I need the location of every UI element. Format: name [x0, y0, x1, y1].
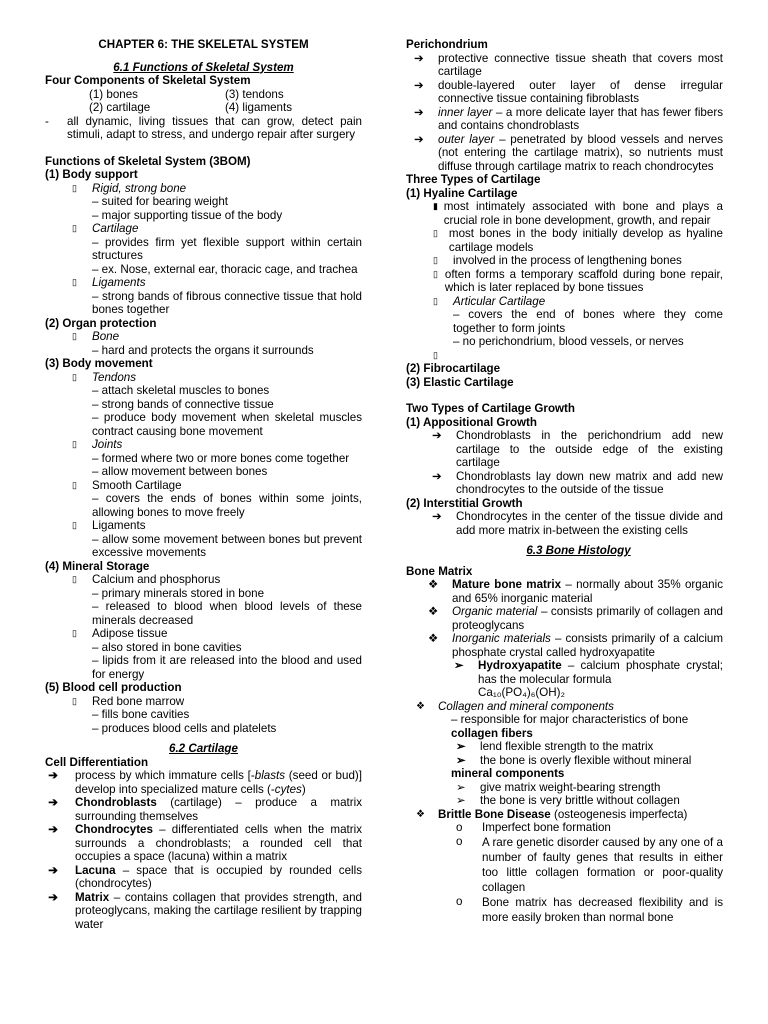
bullet-icon: ▯ [72, 223, 77, 233]
list-item: ➔ Chondrocytes – differentiated cells when the matrix surrounds a chondroblasts; a rounded cell that occupies a space (lacuna) within a matrix [45, 823, 362, 863]
circle-bullet-icon: o [456, 834, 463, 848]
elastic-cartilage: (3) Elastic Cartilage [406, 375, 514, 389]
function-organ-protection: (2) Organ protection [45, 316, 157, 330]
component-item: (2) cartilage [89, 101, 151, 114]
four-components-title: Four Components of Skeletal System [45, 74, 251, 87]
bullet-icon: ▯ [433, 349, 438, 360]
appositional-list [406, 429, 723, 497]
bullet-icon: ▯ [72, 520, 77, 530]
left-column [45, 38, 362, 931]
arrow-icon: ➔ [432, 510, 442, 523]
components-list [45, 88, 362, 115]
list-item: ➔ protective connective tissue sheath that covers most cartilage [414, 51, 723, 78]
component-item: (4) ligaments [225, 101, 293, 114]
body-support-items: ▯ Rigid, strong bone – suited for bearing weight – major supporting tissue of the body ▯ Cartilage – provides firm yet flexible support within certain structures – ex. Nose, external ear, thoracic cage, and trachea ▯ Ligaments – strong bands of fibrous connective tissue that hold bones together [72, 181, 362, 316]
bone-matrix-title: Bone Matrix [406, 564, 473, 578]
diamond-bullet-icon: ❖ [428, 632, 439, 645]
function-mineral-storage: (4) Mineral Storage [45, 559, 150, 573]
body-movement-items: ▯ Tendons – attach skeletal muscles to bones – strong bands of connective tissue – produce body movement when skeletal muscles contract causing bone movement ▯ Joints – formed where two or more bones come together – allow movement between bones ▯ Smooth Cartilage – covers the ends of bones within some joints, allowing bones to move freely ▯ Ligaments – allow some movement between bones but prevent excessive movements [72, 370, 362, 559]
list-item: ❖ Brittle Bone Disease (osteogenesis imperfecta) [416, 807, 688, 821]
star-bullet-icon: ❖ [416, 808, 425, 820]
hyaline-list: ▮ most intimately associated with bone and plays a crucial role in bone development, growth, and repair ▯ most bones in the body initially develop as hyaline cartilage models ▯ involved in the process of lengthening bones ▯ often forms a temporary scaffold during bone repair, which is later replaced by bone tissues ▯ Articular Cartilage – covers the end of bones where they come together to form joints – no perichondrium, blood vessels, or nerves ▯ [406, 200, 723, 362]
growth-title: Two Types of Cartilage Growth [406, 402, 575, 415]
arrowhead-icon: ➢ [456, 740, 466, 753]
bullet-icon: ▯ [72, 277, 77, 287]
list-item: ➔ Lacuna – space that is occupied by rounded cells (chondrocytes) [45, 863, 362, 890]
bullet-icon: ▯ [433, 228, 438, 238]
component-item: (1) bones [89, 87, 138, 101]
appositional-growth: (1) Appositional Growth [406, 415, 537, 429]
arrow-icon: ➔ [45, 823, 58, 836]
list-item: ➔ Chondroblasts lay down new matrix and add new chondrocytes to the outside of the tissue [432, 469, 723, 496]
list-item: ➢ Hydroxyapatite – calcium phosphate crystal; has the molecular formula Ca₁₀(PO₄)₆(OH)₂ [454, 659, 723, 699]
mineral-list: ➢ give matrix weight-bearing strength ➢ the bone is very brittle without collagen [456, 780, 680, 807]
cell-differentiation-title: Cell Differentiation [45, 755, 149, 769]
section-6-2-title: 6.2 Cartilage [169, 742, 238, 755]
bone-matrix-list [406, 578, 723, 700]
arrow-icon: ➔ [45, 796, 58, 809]
bullet-icon: ▯ [433, 255, 438, 265]
arrow-icon: ➔ [45, 890, 58, 904]
functions-title: Functions of Skeletal System (3BOM) [45, 154, 251, 168]
perichondrium-title: Perichondrium [406, 38, 488, 51]
interstitial-list [406, 510, 723, 537]
bullet-icon: ▯ [72, 331, 77, 341]
bullet-icon: ▯ [72, 628, 77, 638]
list-item: ❖ Collagen and mineral components [416, 699, 614, 713]
three-types-title: Three Types of Cartilage [406, 173, 541, 186]
arrow-icon: ➔ [432, 469, 442, 483]
diamond-bullet-icon: ❖ [428, 578, 439, 591]
list-item: ➔ Chondroblasts (cartilage) – produce a matrix surrounding themselves [45, 796, 362, 823]
arrow-icon: ➔ [432, 429, 442, 442]
list-item: ❖ Mature bone matrix – normally about 35% organic and 65% inorganic material [428, 578, 723, 605]
arrow-icon: ➔ [414, 105, 424, 119]
list-item: ➔ Chondrocytes in the center of the tissue divide and add more matrix in-between the existing cells [432, 510, 723, 537]
function-body-support: (1) Body support [45, 168, 138, 181]
arrow-icon: ➔ [414, 51, 424, 65]
mineral-storage-items: ▯ Calcium and phosphorus – primary minerals stored in bone – released to blood when blood levels of these minerals decreased ▯ Adipose tissue – also stored in bone cavities – lipids from it are released into the blood and used for energy [72, 573, 362, 681]
diamond-bullet-icon: ❖ [428, 605, 439, 618]
bullet-icon: ▯ [72, 182, 77, 193]
bullet-icon: ▯ [433, 295, 438, 306]
function-body-movement: (3) Body movement [45, 357, 153, 370]
brittle-bone-list: o Imperfect bone formation o A rare genetic disorder caused by any one of a number of faulty genes that results in either too little collagen formation or poor-quality collagen o Bone matrix has decreased flexibility and is more easily broken than normal bone [456, 821, 723, 924]
bullet-icon: ▯ [72, 695, 77, 706]
list-item: ➔ Chondroblasts in the perichondrium add new cartilage to the outside edge of the existing cartilage [432, 429, 723, 469]
list-item: ❖ Inorganic materials – consists primarily of a calcium phosphate crystal called hydroxyapatite [428, 632, 724, 659]
section-6-1-title: 6.1 Functions of Skeletal System [113, 60, 294, 74]
arrow-icon: ➔ [414, 132, 424, 146]
function-blood-cell-production: (5) Blood cell production [45, 681, 182, 694]
arrow-icon: ➔ [45, 863, 58, 877]
arrowhead-outline-icon: ➢ [456, 794, 466, 807]
arrowhead-icon: ➢ [456, 753, 466, 767]
bullet-icon: ▮ [433, 201, 438, 211]
dash-bullet: - [45, 114, 49, 128]
arrowhead-outline-icon: ➢ [456, 780, 466, 794]
arrow-icon: ➔ [45, 769, 58, 782]
perichondrium-list [406, 52, 723, 174]
collagen-list: ➢ lend flexible strength to the matrix ➢ the bone is overly flexible without mineral [456, 740, 692, 767]
section-6-3-title: 6.3 Bone Histology [526, 544, 631, 557]
component-item: (3) tendons [225, 87, 284, 101]
bullet-icon: ▯ [72, 371, 77, 382]
list-item: ➔ outer layer – penetrated by blood vessels and nerves (not entering the cartilage matrix), so nutrients must diffuse through cartilage matrix to reach chondrocytes [414, 132, 723, 173]
right-column: Perichondrium ➔ protective connective tissue sheath that covers most cartilage ➔ double-layered outer layer of dense irregular connective tissue containing fibroblasts ➔ inner layer – a more delicate layer that has fewer fibers and contains chondroblasts ➔ outer layer – penetrated by blood vessels and nerves (not entering the cartilage matrix), so nutrients must diffuse through cartilage matrix to reach chondrocytes Three Types of Cartilage (1) Hyaline Cartilage ▮ most intimately associated with bone and plays a crucial role in bone development, growth, and repair ▯ most bones in the body initially develop as hyaline cartilage models ▯ involved in the process of lengthening bones ▯ often forms a temporary scaffold during bone repair, which is later replaced by bone tissues ▯ Articular Cartilage – covers the end of bones where they come together to form joints – no perichondrium, blood vessels, or nerves ▯ (2) Fibrocartilage (3) Elastic Cartilage Two Types of Cartilage Growth (1) Appositional Growth ➔ Chondroblasts in the perichondrium add new cartilage to the outside edge of the existing cartilage ➔ Chondroblasts lay down new matrix and add new chondrocytes to the outside of the tissue (2) Interstitial Growth ➔ Chondrocytes in the center of the tissue divide and add more matrix in-between the existing cells 6.3 Bone Histology Bone Matrix ❖ Mature bone matrix – normally about 35% organic and 65% inorganic material ❖ Organic material – consists primarily of collagen and proteoglycans ❖ Inorganic materials – consists primarily of a calcium phosphate crystal called hydroxyapatite ➢ Hydroxyapatite – calcium phosphate crystal; has the molecular formula Ca₁₀(PO₄)₆(OH)₂ ❖ Collagen and mineral components – responsible for major characteristics of bone collagen fibers ➢ lend flexible strength to the matrix ➢ the bone is overly flexible without mineral mineral components ➢ give matrix weight-bearing strength ➢ the bone is very brittle without collagen ❖ Brittle Bone Disease (osteogenesis imperfecta) o Imperfect bone formation o A rare genetic disorder caused by any one of a number of faulty genes that results in either too little collagen formation or poor-quality collagen o Bone matrix has decreased flexibility and is more easily broken than normal bone [406, 38, 724, 924]
bullet-icon: ▯ [72, 439, 77, 449]
list-item: ➔ process by which immature cells [-blasts (seed or bud)] develop into specialized mature cells (-cytes) [45, 769, 362, 796]
bullet-icon: ▯ [433, 268, 438, 279]
hyaline-cartilage: (1) Hyaline Cartilage [406, 186, 518, 200]
organ-protection-items: ▯ Bone – hard and protects the organs it surrounds [72, 330, 314, 357]
circle-bullet-icon: o [456, 821, 463, 834]
list-item: ❖ Organic material – consists primarily of collagen and proteoglycans [428, 605, 724, 632]
mineral-components-title: mineral components [451, 767, 565, 780]
star-bullet-icon: ❖ [416, 700, 425, 712]
list-item: ➔ inner layer – a more delicate layer that has fewer fibers and contains chondroblasts [414, 105, 723, 132]
blood-cell-items: ▯ Red bone marrow – fills bone cavities – produces blood cells and platelets [72, 694, 277, 735]
list-item: ➔ double-layered outer layer of dense irregular connective tissue containing fibroblasts [414, 78, 723, 105]
cell-diff-list [45, 769, 362, 931]
circle-bullet-icon: o [456, 894, 463, 908]
chapter-title: CHAPTER 6: THE SKELETAL SYSTEM [98, 38, 309, 51]
bullet-icon: ▯ [72, 574, 77, 584]
interstitial-growth: (2) Interstitial Growth [406, 496, 523, 510]
list-item: ➔ Matrix – contains collagen that provides strength, and proteoglycans, making the cartilage resilient by trapping water [45, 890, 362, 931]
fibrocartilage: (2) Fibrocartilage [406, 362, 501, 375]
dynamic-note: - all dynamic, living tissues that can grow, detect pain stimuli, adapt to stress, and undergo repair after surgery [45, 114, 362, 141]
arrow-icon: ➔ [414, 78, 424, 92]
collagen-fibers-title: collagen fibers [451, 726, 533, 740]
hydroxyapatite-formula: Ca₁₀(PO₄)₆(OH)₂ [478, 686, 566, 699]
arrowhead-icon: ➢ [454, 659, 464, 672]
bullet-icon: ▯ [72, 479, 77, 490]
